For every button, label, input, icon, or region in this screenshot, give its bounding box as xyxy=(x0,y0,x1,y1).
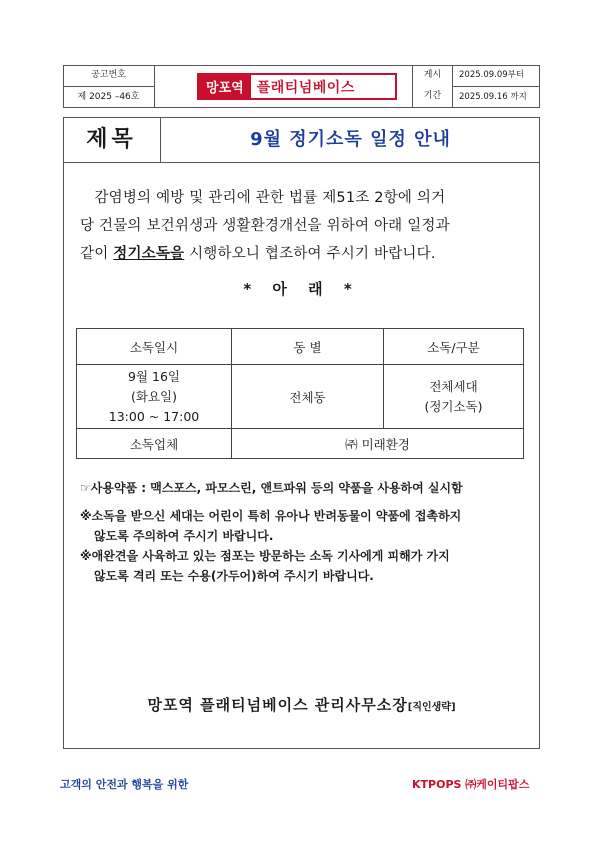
office-name: 망포역 플래티넘베이스 관리사무소장 xyxy=(147,696,408,714)
period-end: 2025.09.16 까지 xyxy=(459,92,527,102)
note-2-line-1: ※애완견을 사육하고 있는 점포는 방문하는 소독 기사에게 피해가 가지 xyxy=(80,549,450,563)
notice-number-cell xyxy=(63,65,155,108)
schedule-scope: 전체세대 (정기소독) xyxy=(384,365,524,429)
schedule-table xyxy=(76,328,524,459)
signature xyxy=(63,694,540,715)
schedule-date: 9월 16일 (화요일) 13:00 ~ 17:00 xyxy=(77,365,232,429)
body-line-1: 감염병의 예방 및 관리에 관한 법률 제51조 2항에 의거 xyxy=(94,190,446,206)
header-building: 동 별 xyxy=(232,329,384,365)
period-label-2: 기간 xyxy=(423,91,442,101)
note-1-line-2: 않도록 주의하여 주시기 바랍니다. xyxy=(94,529,274,543)
notice-number-value: 제 2025 –46호 xyxy=(77,92,140,102)
posting-period-label xyxy=(413,65,453,108)
title-row xyxy=(63,117,540,163)
table-header-row xyxy=(77,329,524,365)
header-date: 소독일시 xyxy=(77,329,232,365)
section-heading: * 아 래 * xyxy=(243,280,360,298)
note-2-line-2: 않도록 격리 또는 수용(가두어)하여 주시기 바랍니다. xyxy=(94,569,374,583)
logo-cell xyxy=(155,65,413,108)
emphasis-text: 정기소독을 xyxy=(113,246,185,262)
notes-section xyxy=(80,478,540,586)
table-row xyxy=(77,429,524,459)
chemicals-note: ☞사용약품 : 맥스포스, 파모스린, 앤트파워 등의 약품을 사용하여 실시함 xyxy=(80,481,463,495)
title-label: 제목 xyxy=(63,117,161,162)
page-title: 9월 정기소독 일정 안내 xyxy=(250,129,451,150)
schedule-building: 전체동 xyxy=(232,365,384,429)
note-1-line-1: ※소독을 받으신 세대는 어린이 특히 유아나 반려동물이 약품에 접촉하지 xyxy=(80,509,462,523)
notice-body xyxy=(80,184,520,268)
period-start: 2025.09.09부터 xyxy=(453,65,540,87)
company-label: 소독업체 xyxy=(77,429,232,459)
footer-company: KTPOPS ㈜케이티팝스 xyxy=(412,778,530,791)
body-line-2: 당 건물의 보건위생과 생활환경개선을 위하여 아래 일정과 xyxy=(80,218,450,234)
notice-number-label: 공고번호 xyxy=(63,65,154,87)
table-row xyxy=(77,365,524,429)
footer-slogan: 고객의 안전과 행복을 위한 xyxy=(60,778,189,791)
building-logo xyxy=(197,73,397,100)
body-line-3: 같이 정기소독을 시행하오니 협조하여 주시기 바랍니다. xyxy=(80,246,436,262)
seal-note: [직인생략] xyxy=(407,702,456,713)
company-name: ㈜ 미래환경 xyxy=(232,429,524,459)
logo-name: 플래티넘베이스 xyxy=(256,79,355,96)
period-label-1: 게시 xyxy=(423,70,442,80)
posting-period-value xyxy=(453,65,540,108)
header-scope: 소독/구분 xyxy=(384,329,524,365)
logo-station: 망포역 xyxy=(199,75,251,98)
